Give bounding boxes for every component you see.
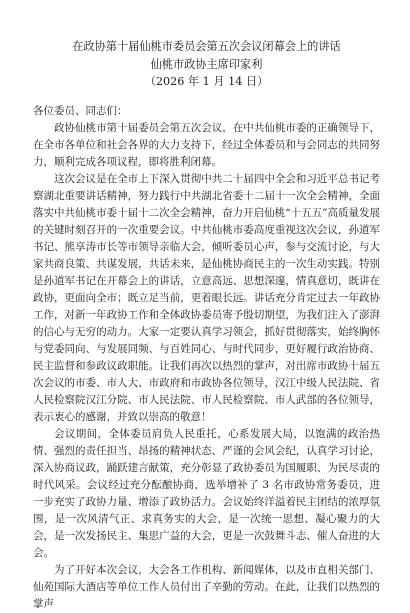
speech-title: 在政协第十届仙桃市委员会第五次会议闭幕会上的讲话: [72, 40, 341, 53]
document-header: [33, 38, 380, 91]
salutation: 各位委员、同志们：: [33, 104, 128, 117]
paragraph-opening: 政协仙桃市第十届委员会第五次会议，在中共仙桃市委的正确领导下，在全市各单位和社会各界的大力支持下，经过全体委员和与会同志的共同努力，顺利完成各项议程，即将胜利闭幕。: [33, 121, 380, 168]
speech-date: （2026 年 1 月 14 日）: [144, 75, 269, 88]
speaker-line: 仙桃市政协主席印家利: [150, 57, 263, 71]
paragraph-meeting-summary: 会议期间，全体委员肩负人民重托，心系发展大局，以饱满的政治热情、强烈的责任担当、昂扬的精神状态、严谨的会风会纪，认真学习讨论，深入协商议政，踊跃建言献策，充分彰显了政协委员为国履职、为民尽责的时代风采。会议经过充分酝酿协商，选举增补了 3 名市政协常务委员，进一步充实了政协力量、增添了政协活力。会议始终洋溢着民主团结的浓厚氛围，是一次风清气正、求真务实的大会，是一次统一思想、凝心聚力的大会，是一次发扬民主、集思广益的大会，更是一次鼓舞斗志、催人奋进的大会。: [33, 427, 380, 559]
paragraph-thanks: 为了开好本次会议，大会各工作机构、新闻媒体，以及市直相关部门、仙苑国际大酒店等单位工作人员付出了辛勤的劳动。在此，让我们以热烈的掌声: [33, 563, 380, 610]
paragraph-meeting-context: 这次会议是在全市上下深入贯彻中共二十届四中全会和习近平总书记考察湖北重要讲话精神，努力践行中共湖北省委十二届十一次全会精神，全面落实中共仙桃市委十届十二次全会精神，奋力开启仙桃“十五五”高质量发展的关键时刻召开的一次重要会议。中共仙桃市委高度重视这次会议，孙道军书记、熊享涛市长等市领导亲临大会，倾听委员心声，参与交流讨论，与大家共商良策、共谋发展，共话未来，是仙桃协商民主的一次生动实践。特别是孙道军书记在开幕会上的讲话，立意高远、思想深邃，情真意切，既讲在政协，更面向全市；既立足当前，更着眼长远。讲话充分肯定过去一年政协工作，对新一年政协工作和全体政协委员寄予殷切期望，为我们注入了澎湃的信心与无穷的动力。大家一定要认真学习领会，抓好贯彻落实，始终胸怀与党委同向、与发展同频、与百姓同心、与时代同步，更好履行政治协商、民主监督和参政议政职能。让我们再次以热烈的掌声，对出席市政协十届五次会议的市委、市人大、市政府和市政协各位领导，汉江中级人民法院、省人民检察院汉江分院、市人民法院、市人民检察院、市人武部的各位领导，表示衷心的感谢，并致以崇高的敬意！: [33, 172, 380, 423]
